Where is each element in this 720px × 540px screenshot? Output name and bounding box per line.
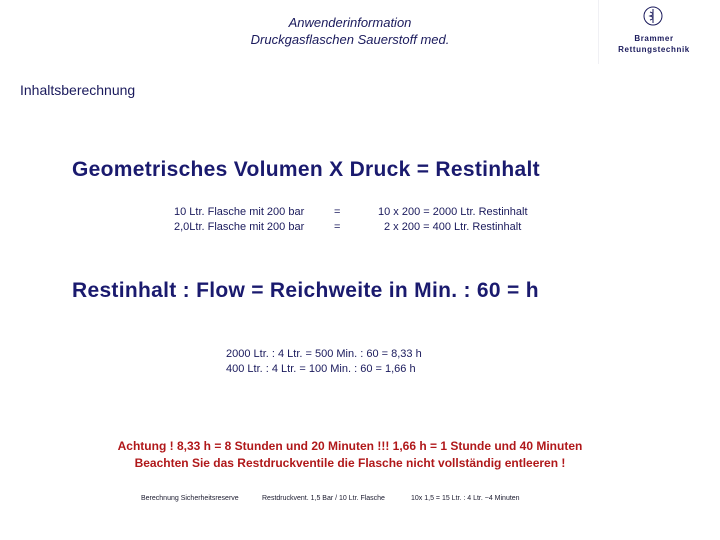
formula1-row1-eq: = (334, 206, 341, 218)
caduceus-icon (643, 6, 663, 26)
footnote-valve: Restdruckvent. 1,5 Bar / 10 Ltr. Flasche (262, 495, 385, 502)
footnote-calc: 10x 1,5 = 15 Ltr. : 4 Ltr. ~4 Minuten (411, 495, 520, 502)
formula1-headline: Geometrisches Volumen X Druck = Restinhalt (72, 158, 540, 181)
header-title-line1: Anwenderinformation (288, 15, 412, 30)
section-label: Inhaltsberechnung (20, 82, 136, 98)
formula1-row1-left: 10 Ltr. Flasche mit 200 bar (174, 206, 305, 218)
logo-line2: Rettungstechnik (618, 45, 690, 54)
logo-line1: Brammer (634, 34, 674, 43)
footnote-reserve: Berechnung Sicherheitsreserve (141, 495, 239, 502)
formula1-row1-right: 10 x 200 = 2000 Ltr. Restinhalt (378, 206, 528, 218)
brand-logo (598, 0, 720, 64)
formula1-row2-right: 2 x 200 = 400 Ltr. Restinhalt (384, 221, 522, 233)
warning-line1: Achtung ! 8,33 h = 8 Stunden und 20 Minuten !!! 1,66 h = 1 Stunde und 40 Minuten (117, 439, 583, 453)
header-title-line2: Druckgasflaschen Sauerstoff med. (250, 32, 450, 47)
formula2-headline: Restinhalt : Flow = Reichweite in Min. : 60 = h (72, 279, 539, 302)
formula2-row2: 400 Ltr. : 4 Ltr. = 100 Min. : 60 = 1,66 h (226, 363, 416, 375)
formula1-row2-eq: = (334, 221, 341, 233)
formula2-row1: 2000 Ltr. : 4 Ltr. = 500 Min. : 60 = 8,33 h (226, 348, 422, 360)
formula1-row2-left: 2,0Ltr. Flasche mit 200 bar (174, 221, 305, 233)
warning-line2: Beachten Sie das Restdruckventile die Flasche nicht vollständig entleeren ! (134, 456, 566, 470)
